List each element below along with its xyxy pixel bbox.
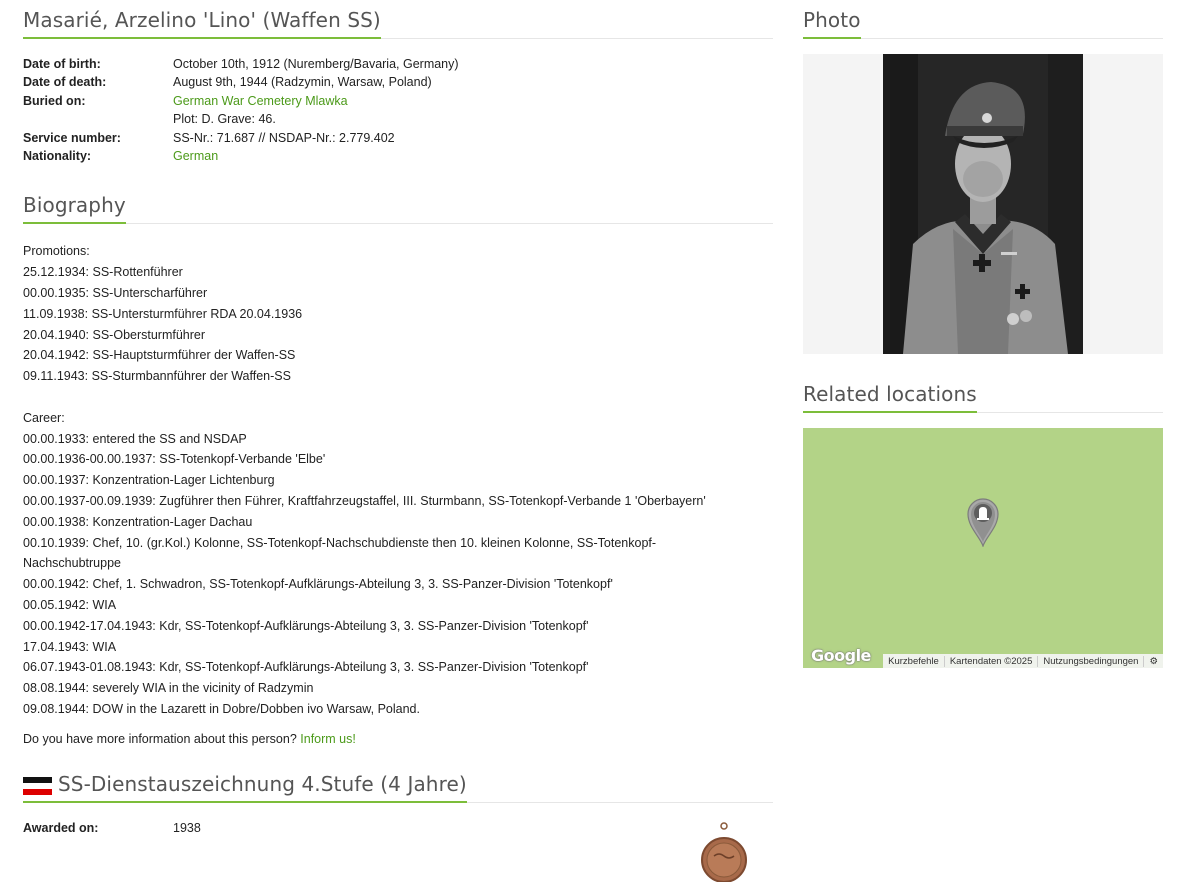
plot-value: Plot: D. Grave: 46. [173, 112, 276, 127]
career-item: 00.00.1937: Konzentration-Lager Lichtenburg [23, 473, 275, 488]
award-heading: SS-Dienstauszeichnung 4.Stufe (4 Jahre) [23, 764, 467, 803]
locations-heading: Related locations [803, 374, 977, 413]
plot-row [23, 110, 773, 128]
cemetery-link[interactable]: German War Cemetery Mlawka [173, 93, 348, 108]
birth-label: Date of birth: [23, 57, 101, 71]
promotions-item: 20.04.1942: SS-Hauptsturmführer der Waffen-SS [23, 348, 296, 363]
birth-row [23, 55, 773, 73]
promotions-item: 09.11.1943: SS-Sturmbannführer der Waffen-SS [23, 369, 291, 384]
sidebar [803, 0, 1163, 668]
promotions-item: 25.12.1934: SS-Rottenführer [23, 265, 183, 280]
career-item: Nachschubtruppe [23, 556, 121, 571]
nationality-link[interactable]: German [173, 149, 219, 164]
biography-heading: Biography [23, 185, 126, 224]
person-title: Masarié, Arzelino 'Lino' (Waffen SS) [23, 0, 381, 39]
career-item: 00.10.1939: Chef, 10. (gr.Kol.) Kolonne, SS-Totenkopf-Nachschubdienste then 10. kleinen Kolonne, SS-Totenkopf- [23, 535, 657, 550]
awarded-row [23, 821, 773, 835]
career-item: 00.00.1933: entered the SS and NSDAP [23, 431, 247, 446]
person-details [23, 55, 773, 165]
biography-text [23, 241, 773, 719]
photo-header [803, 0, 1163, 39]
career-heading: Career: [23, 410, 65, 425]
career-item: 00.00.1938: Konzentration-Lager Dachau [23, 514, 253, 529]
german-flag-icon [23, 777, 52, 795]
service-label: Service number: [23, 130, 121, 145]
medal-icon[interactable] [700, 822, 748, 882]
career-item: 00.00.1936-00.00.1937: SS-Totenkopf-Verbande 'Elbe' [23, 452, 326, 467]
main-column [23, 0, 773, 835]
promotions-list [23, 262, 773, 387]
birth-value: October 10th, 1912 (Nuremberg/Bavaria, Germany) [173, 57, 459, 71]
career-item: 06.07.1943-01.08.1943: Kdr, SS-Totenkopf-Aufklärungs-Abteilung 3, 3. SS-Panzer-Division 'Totenkopf' [23, 660, 589, 675]
career-list [23, 429, 773, 720]
buried-label: Buried on: [23, 93, 86, 108]
photo-frame [803, 54, 1163, 354]
map-terms-link[interactable]: Nutzungsbedingungen [1037, 656, 1143, 667]
map-footer [883, 654, 1163, 668]
location-map[interactable] [803, 428, 1163, 668]
award-header [23, 764, 773, 803]
career-item: 00.00.1942: Chef, 1. Schwadron, SS-Totenkopf-Aufklärungs-Abteilung 3, 3. SS-Panzer-Division 'Totenkopf' [23, 577, 613, 592]
inform-text: Do you have more information about this person? [23, 731, 297, 746]
promotions-item: 20.04.1940: SS-Obersturmführer [23, 327, 206, 342]
person-title-header [23, 0, 773, 39]
awarded-value: 1938 [173, 820, 201, 835]
portrait-photo[interactable] [883, 54, 1083, 354]
career-item: 09.08.1944: DOW in the Lazarett in Dobre/Dobben ivo Warsaw, Poland. [23, 701, 420, 716]
locations-header [803, 374, 1163, 413]
promotions-heading: Promotions: [23, 244, 90, 259]
map-settings-icon[interactable]: ⚙ [1143, 656, 1163, 667]
awarded-label: Awarded on: [23, 820, 99, 835]
nationality-label: Nationality: [23, 149, 92, 164]
career-item: 00.00.1942-17.04.1943: Kdr, SS-Totenkopf-Aufklärungs-Abteilung 3, 3. SS-Panzer-Division 'Totenkopf' [23, 618, 589, 633]
death-label: Date of death: [23, 75, 107, 90]
nationality-row [23, 147, 773, 165]
photo-heading: Photo [803, 0, 861, 39]
inform-prompt [23, 732, 773, 746]
career-item: 00.00.1937-00.09.1939: Zugführer then Führer, Kraftfahrzeugstaffel, III. Sturmbann, SS-Totenkopf-Verbande 1 'Oberbayern' [23, 494, 706, 508]
map-shortcuts-link[interactable]: Kurzbefehle [888, 655, 939, 667]
buried-row [23, 92, 773, 110]
promotions-item: 11.09.1938: SS-Untersturmführer RDA 20.04.1936 [23, 306, 303, 321]
career-item: 17.04.1943: WIA [23, 639, 117, 654]
career-item: 00.05.1942: WIA [23, 597, 117, 612]
biography-header [23, 185, 773, 224]
death-value: August 9th, 1944 (Radzymin, Warsaw, Poland) [173, 75, 432, 90]
career-item: 08.08.1944: severely WIA in the vicinity of Radzymin [23, 681, 314, 696]
grave-pin-icon[interactable] [966, 497, 1000, 547]
google-logo: Google [811, 646, 871, 665]
map-data-label: Kartendaten ©2025 [944, 656, 1038, 667]
inform-us-link[interactable]: Inform us! [300, 731, 356, 746]
service-value: SS-Nr.: 71.687 // NSDAP-Nr.: 2.779.402 [173, 130, 395, 145]
promotions-item: 00.00.1935: SS-Unterscharführer [23, 286, 208, 301]
service-row [23, 129, 773, 147]
death-row [23, 73, 773, 91]
